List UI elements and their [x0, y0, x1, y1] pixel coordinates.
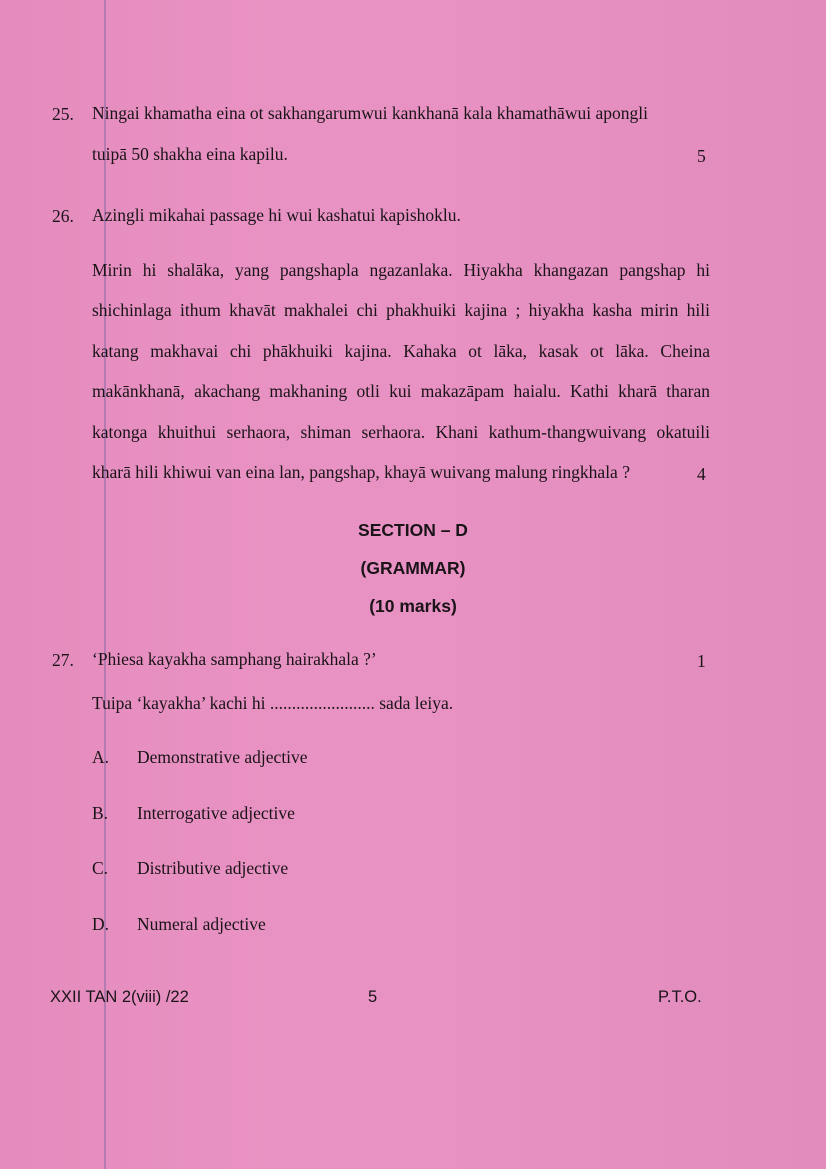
- section-subtitle: (GRAMMAR): [360, 558, 466, 578]
- marks-value: 4: [697, 464, 706, 484]
- page-number: 5: [368, 988, 378, 1006]
- marks-value: 5: [697, 146, 706, 166]
- paper-code: XXII TAN 2(viii) /22: [50, 988, 189, 1006]
- section-marks: (10 marks): [369, 596, 457, 616]
- section-title: SECTION – D: [358, 520, 468, 540]
- option-text: Interrogative adjective: [137, 803, 295, 823]
- passage-line: makānkhanā, akachang makhaning otli kui makazāpam haialu. Kathi kharā tharan: [92, 381, 710, 401]
- marks-value: 1: [697, 651, 706, 671]
- option-text: Distributive adjective: [137, 858, 289, 878]
- pto-label: P.T.O.: [658, 988, 702, 1006]
- option-text: Numeral adjective: [137, 914, 266, 934]
- passage-line: shichinlaga ithum khavāt makhalei chi phakhuiki kajina ; hiyakha kasha mirin hili: [92, 300, 710, 320]
- question-prompt: Azingli mikahai passage hi wui kashatui kapishoklu.: [92, 205, 461, 225]
- question-text-line: tuipā 50 shakha eina kapilu.: [92, 144, 288, 164]
- option-letter: B.: [92, 803, 109, 823]
- option-letter: A.: [92, 747, 110, 767]
- passage-line: katonga khuithui serhaora, shiman serhaora. Khani kathum-thangwuivang okatuili: [92, 422, 710, 442]
- passage-line: kharā hili khiwui van eina lan, pangshap, khayā wuivang malung ringkhala ?: [92, 462, 630, 482]
- option-text: Demonstrative adjective: [137, 747, 308, 767]
- question-number: 27.: [52, 650, 74, 670]
- question-number: 25.: [52, 104, 74, 124]
- question-number: 26.: [52, 206, 74, 226]
- option-letter: D.: [92, 914, 110, 934]
- question-instruction: Tuipa ‘kayakha’ kachi hi ........................ sada leiya.: [92, 693, 454, 713]
- passage-line: katang makhavai chi phākhuiki kajina. Kahaka ot lāka, kasak ot lāka. Cheina: [92, 341, 710, 361]
- passage-line: Mirin hi shalāka, yang pangshapla ngazanlaka. Hiyakha khangazan pangshap hi: [92, 260, 710, 280]
- option-letter: C.: [92, 858, 109, 878]
- question-text: ‘Phiesa kayakha samphang hairakhala ?’: [92, 649, 377, 669]
- question-text-line: Ningai khamatha eina ot sakhangarumwui kankhanā kala khamathāwui apongli: [92, 103, 648, 123]
